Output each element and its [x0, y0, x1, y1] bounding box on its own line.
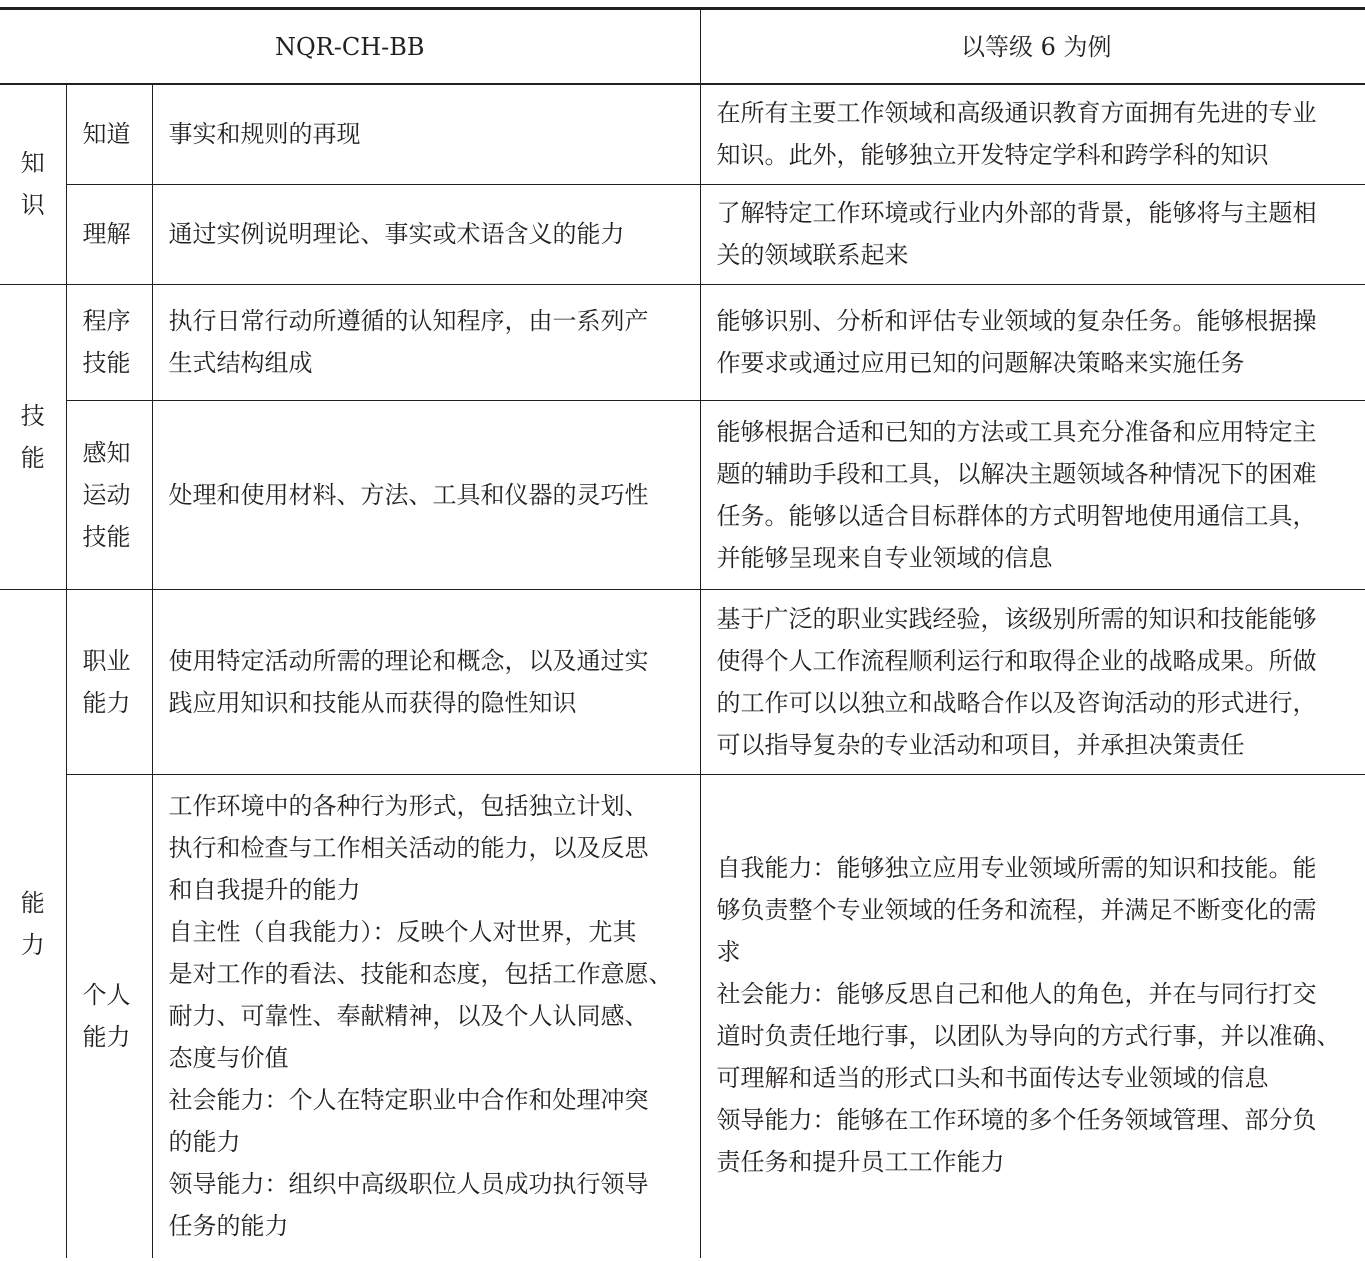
header-nqr: NQR-CH-BB [0, 9, 700, 85]
table-row [0, 184, 1365, 284]
desc-cell: 工作环境中的各种行为形式，包括独立计划、 执行和检查与工作相关活动的能力，以及反思 和自我提升的能力 自主性（自我能力）：反映个人对世界，尤其 是对工作的看法、技能和态度，包括工作意愿、 耐力、可靠性、奉献精神，以及个人认同感、 态度与价值 社会能力：个人在特定职业中合作和处理冲突 的能力 领导能力：组织中高级职位人员成功执行领导 任务的能力 [152, 774, 700, 1258]
desc-cell: 处理和使用材料、方法、工具和仪器的灵巧性 [152, 400, 700, 589]
desc-cell: 事实和规则的再现 [152, 84, 700, 184]
sub-personal: 个人能力 [66, 774, 152, 1258]
category-knowledge: 知识 [0, 84, 66, 284]
table-row [0, 400, 1365, 589]
example-cell: 了解特定工作环境或行业内外部的背景，能够将与主题相 关的领域联系起来 [700, 184, 1365, 284]
desc-cell: 使用特定活动所需的理论和概念，以及通过实 践应用知识和技能从而获得的隐性知识 [152, 589, 700, 774]
example-cell: 自我能力：能够独立应用专业领域所需的知识和技能。能 够负责整个专业领域的任务和流程，并满足不断变化的需 求 社会能力：能够反思自己和他人的角色，并在与同行打交 道时负责任地行事，以团队为导向的方式行事，并以准确、 可理解和适当的形式口头和书面传达专业领域的信息 领导能力：能够在工作环境的多个任务领域管理、部分负 责任务和提升员工工作能力 [700, 774, 1365, 1258]
table-row [0, 84, 1365, 184]
sub-procedural: 程序技能 [66, 284, 152, 400]
example-cell: 能够根据合适和已知的方法或工具充分准备和应用特定主 题的辅助手段和工具，以解决主题领域各种情况下的困难 任务。能够以适合目标群体的方式明智地使用通信工具， 并能够呈现来自专业领域的信息 [700, 400, 1365, 589]
table-header-row [0, 9, 1365, 85]
example-cell: 在所有主要工作领域和高级通识教育方面拥有先进的专业 知识。此外，能够独立开发特定学科和跨学科的知识 [700, 84, 1365, 184]
desc-cell: 通过实例说明理论、事实或术语含义的能力 [152, 184, 700, 284]
sub-know: 知道 [66, 84, 152, 184]
sub-understand: 理解 [66, 184, 152, 284]
table-row [0, 284, 1365, 400]
desc-cell: 执行日常行动所遵循的认知程序，由一系列产 生式结构组成 [152, 284, 700, 400]
table-row [0, 589, 1365, 774]
competence-table [0, 7, 1365, 1258]
sub-perceptual-motor: 感知运动技能 [66, 400, 152, 589]
example-cell: 能够识别、分析和评估专业领域的复杂任务。能够根据操 作要求或通过应用已知的问题解决策略来实施任务 [700, 284, 1365, 400]
category-competence: 能力 [0, 589, 66, 1258]
category-skills: 技能 [0, 284, 66, 589]
example-cell: 基于广泛的职业实践经验，该级别所需的知识和技能能够 使得个人工作流程顺利运行和取得企业的战略成果。所做 的工作可以以独立和战略合作以及咨询活动的形式进行， 可以指导复杂的专业活动和项目，并承担决策责任 [700, 589, 1365, 774]
table-row [0, 774, 1365, 1258]
sub-professional: 职业能力 [66, 589, 152, 774]
header-example: 以等级 6 为例 [700, 9, 1365, 85]
